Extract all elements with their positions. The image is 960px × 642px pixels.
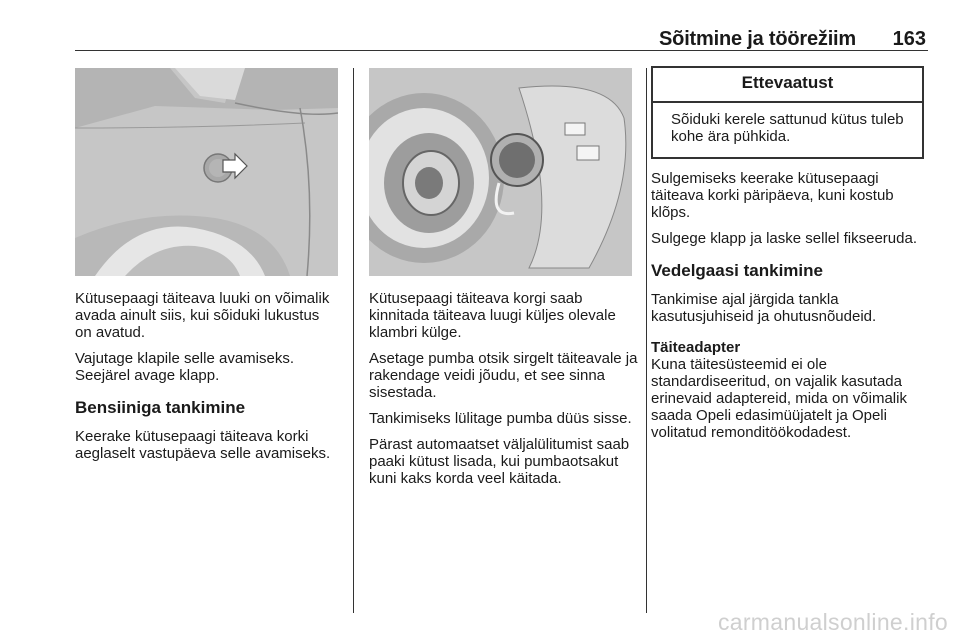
page-header: [75, 28, 928, 50]
caution-title: Ettevaatust: [653, 68, 922, 103]
fuel-flap-drawing: [75, 68, 338, 276]
lpg-safety-text: Tankimise ajal järgida tankla kasutusjuhiseid ja ohutusnõudeid.: [651, 291, 877, 325]
section-title: Sõitmine ja töörežiim: [659, 28, 856, 50]
caution-box: [651, 66, 924, 159]
column-2: [369, 290, 639, 496]
nozzle-insert-text: Asetage pumba otsik sirgelt täiteavale ja rakendage veidi jõudu, et see sinna sisestada.: [369, 350, 638, 401]
header-rule: [75, 50, 928, 51]
fuel-flap-illustration: [75, 68, 338, 276]
figure1-caption-2: Vajutage klapile selle avamiseks. Seejärel avage klapp.: [75, 350, 295, 384]
adapter-text: Kuna täitesüsteemid ei ole standardiseeritud, on vajalik kasutada erinevaid adaptereid, mida on võimalik saada Opeli edasimüüjatelt ja Opeli volitatud remonditöökodadest.: [651, 356, 907, 441]
subheading-filling-adapter: Täiteadapter: [651, 339, 741, 356]
heading-petrol-refuelling: Bensiiniga tankimine: [75, 398, 246, 417]
nozzle-switch-text: Tankimiseks lülitage pumba düüs sisse.: [369, 410, 632, 427]
heading-lpg-refuelling: Vedelgaasi tankimine: [651, 261, 823, 280]
figure1-caption-1: Kütusepaagi täiteava luuki on võimalik avada ainult siis, kui sõiduki lukustus on avatud.: [75, 290, 330, 341]
fuel-cap-drawing: [369, 68, 632, 276]
auto-shutoff-text: Pärast automaatset väljalülitumist saab paaki kütust lisada, kui pumbaotsakut kuni kaks korda veel käitada.: [369, 436, 630, 487]
close-cap-text: Sulgemiseks keerake kütusepaagi täiteava korki päripäeva, kuni kostub klõps.: [651, 170, 894, 221]
cap-clip-text: Kütusepaagi täiteava korgi saab kinnitada täiteava luugi küljes olevale klambri külge.: [369, 290, 616, 341]
column-3: [651, 170, 931, 450]
page-number: 163: [892, 28, 926, 50]
column-1: [75, 290, 340, 471]
column-divider-1: [353, 68, 354, 613]
column-divider-2: [646, 68, 647, 613]
caution-text: Sõiduki kerele sattunud kütus tuleb kohe ära pühkida.: [671, 111, 904, 145]
fuel-cap-illustration: [369, 68, 632, 276]
close-flap-text: Sulgege klapp ja laske sellel fikseeruda.: [651, 230, 917, 247]
petrol-instruction: Keerake kütusepaagi täiteava korki aeglaselt vastupäeva selle avamiseks.: [75, 428, 331, 462]
watermark: carmanualsonline.info: [717, 609, 948, 635]
